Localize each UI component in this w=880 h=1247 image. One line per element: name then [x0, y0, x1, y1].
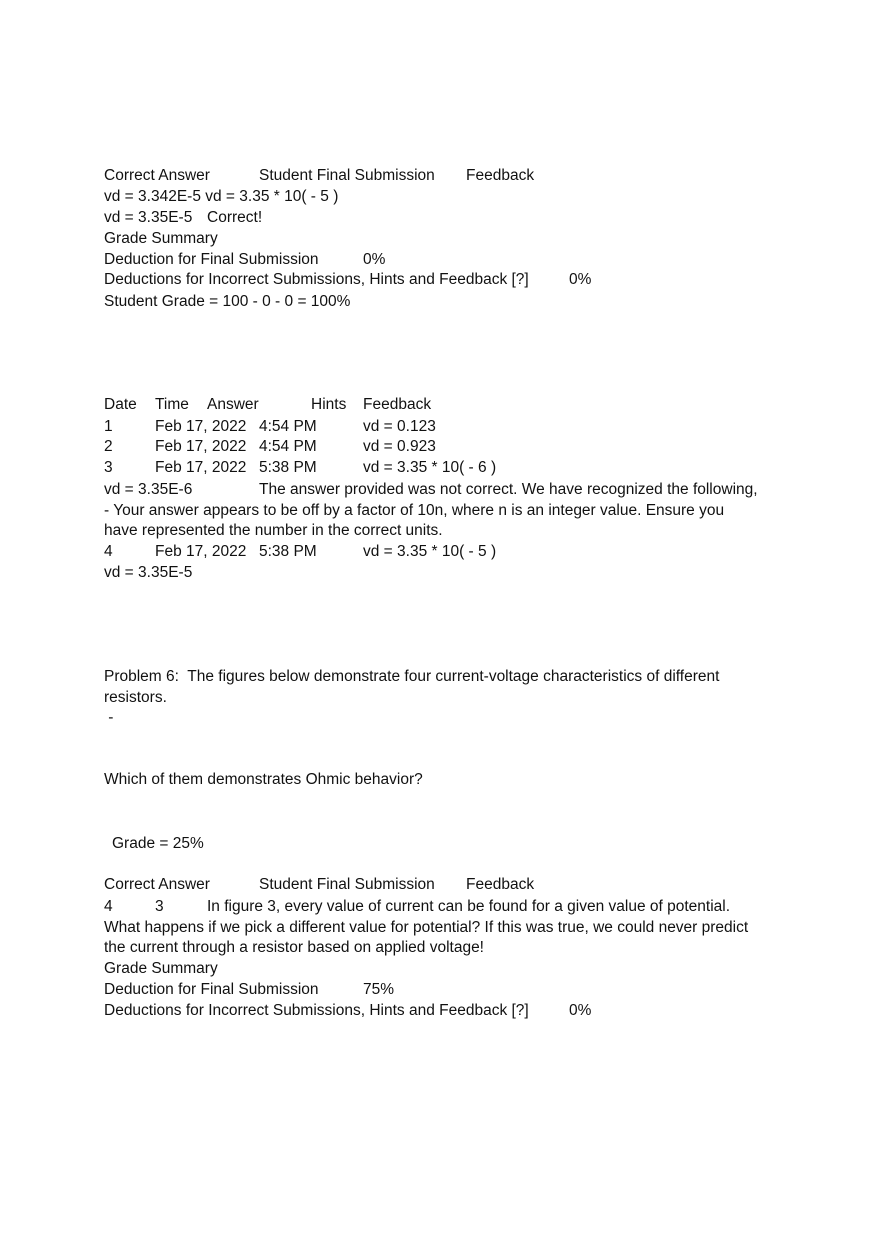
header-feedback: Feedback — [466, 876, 535, 893]
deduction-incorrect-label: Deductions for Incorrect Submissions, Hints and Feedback [?] — [104, 1002, 529, 1019]
header-correct-answer: Correct Answer — [104, 167, 210, 184]
history-row4-value: vd = 3.35E-5 — [104, 564, 193, 581]
history-header-time: Time — [155, 396, 189, 413]
answer-feedback: In figure 3, every value of current can be found for a given value of potential. — [207, 898, 731, 915]
history-row3-value: vd = 3.35E-6 — [104, 481, 193, 498]
correct-answer-value: 4 — [104, 898, 113, 915]
history-row-date: Feb 17, 2022 — [155, 459, 247, 476]
history-row-number: 3 — [104, 459, 113, 476]
problem-statement: Problem 6: The figures below demonstrate four current-voltage characteristics of different — [104, 668, 720, 685]
history-row-time: 5:38 PM — [259, 543, 317, 560]
history-row-date: Feb 17, 2022 — [155, 418, 247, 435]
history-row-number: 2 — [104, 438, 113, 455]
history-row-answer: vd = 3.35 * 10( - 5 ) — [363, 543, 497, 560]
history-row-answer: vd = 3.35 * 10( - 6 ) — [363, 459, 497, 476]
history-row-time: 4:54 PM — [259, 438, 317, 455]
deduction-incorrect-label: Deductions for Incorrect Submissions, Hints and Feedback [?] — [104, 271, 529, 288]
history-header-date: Date — [104, 396, 137, 413]
grade-summary-heading: Grade Summary — [104, 230, 218, 247]
history-row-number: 4 — [104, 543, 113, 560]
history-row-date: Feb 17, 2022 — [155, 543, 247, 560]
deduction-incorrect-value: 0% — [569, 1002, 592, 1019]
problem-question: Which of them demonstrates Ohmic behavior? — [104, 771, 423, 788]
problem-statement-cont: resistors. — [104, 689, 167, 706]
answer-feedback-cont: the current through a resistor based on applied voltage! — [104, 939, 484, 956]
problem-grade: Grade = 25% — [112, 835, 204, 852]
history-row3-feedback: The answer provided was not correct. We have recognized the following, — [259, 481, 758, 498]
header-feedback: Feedback — [466, 167, 535, 184]
answer-row-feedback: Correct! — [207, 209, 263, 226]
deduction-final-value: 75% — [363, 981, 395, 998]
student-answer-value: 3 — [155, 898, 164, 915]
header-student-final-submission: Student Final Submission — [259, 167, 435, 184]
deduction-final-value: 0% — [363, 251, 386, 268]
answer-feedback-cont: What happens if we pick a different value for potential? If this was true, we could never predict — [104, 919, 749, 936]
student-grade: Student Grade = 100 - 0 - 0 = 100% — [104, 293, 351, 310]
history-row-answer: vd = 0.123 — [363, 418, 436, 435]
history-header-answer: Answer — [207, 396, 259, 413]
deduction-final-label: Deduction for Final Submission — [104, 981, 319, 998]
history-row-date: Feb 17, 2022 — [155, 438, 247, 455]
history-row-time: 5:38 PM — [259, 459, 317, 476]
history-row3-feedback-cont: - Your answer appears to be off by a factor of 10n, where n is an integer value. Ensure you — [104, 502, 725, 519]
history-row-time: 4:54 PM — [259, 418, 317, 435]
deduction-incorrect-value: 0% — [569, 271, 592, 288]
header-student-final-submission: Student Final Submission — [259, 876, 435, 893]
history-header-hints: Hints — [311, 396, 347, 413]
answer-row-line: vd = 3.342E-5 vd = 3.35 * 10( - 5 ) — [104, 188, 339, 205]
problem-dash: - — [104, 709, 114, 726]
history-row-answer: vd = 0.923 — [363, 438, 436, 455]
deduction-final-label: Deduction for Final Submission — [104, 251, 319, 268]
history-header-feedback: Feedback — [363, 396, 432, 413]
answer-row-value: vd = 3.35E-5 — [104, 209, 193, 226]
history-row3-feedback-cont: have represented the number in the correct units. — [104, 522, 443, 539]
history-row-number: 1 — [104, 418, 113, 435]
header-correct-answer: Correct Answer — [104, 876, 210, 893]
grade-summary-heading: Grade Summary — [104, 960, 218, 977]
